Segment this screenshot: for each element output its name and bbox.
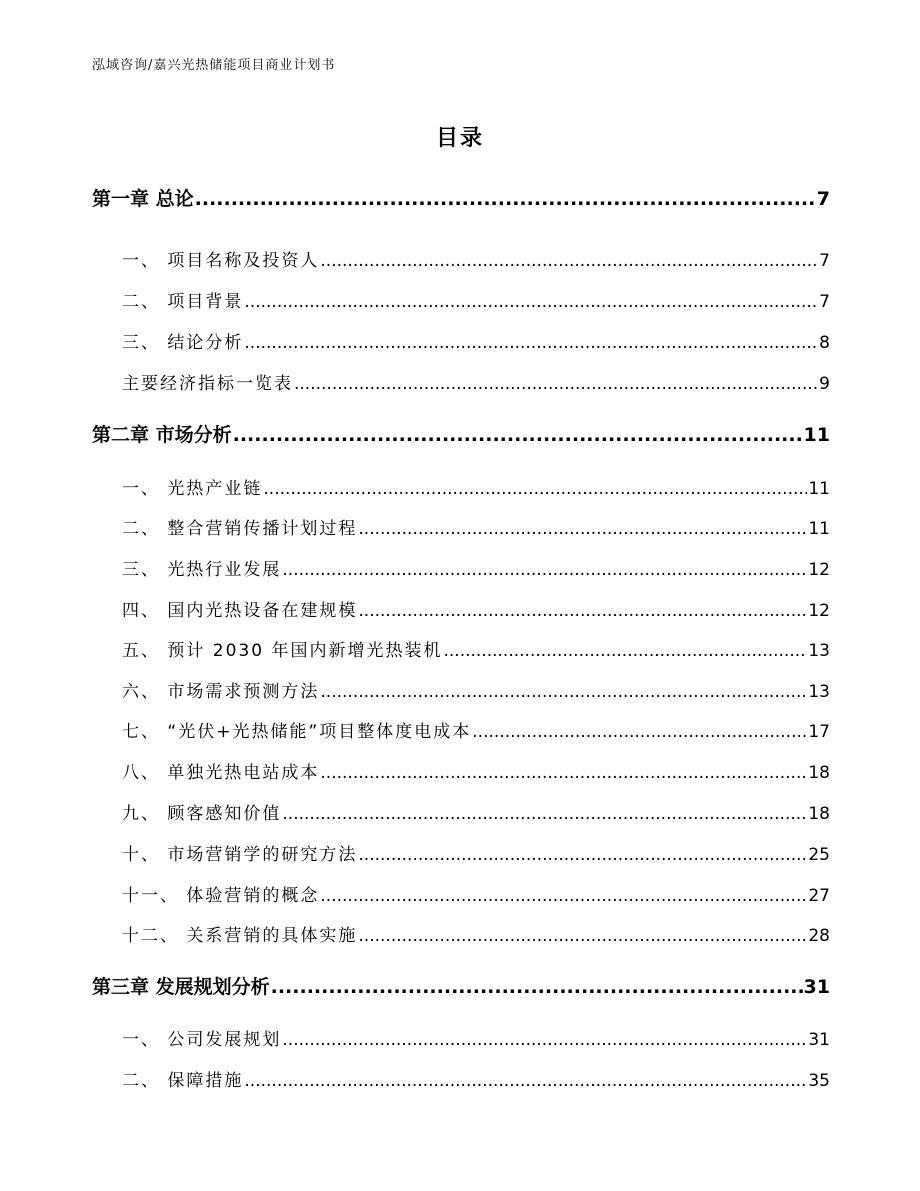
toc-entry-label: 第一章 总论	[92, 188, 194, 210]
dot-leader	[271, 976, 803, 998]
toc-entry-label: 六、 市场需求预测方法	[122, 682, 320, 702]
toc-entry-page: 35	[808, 1071, 830, 1091]
toc-entry[interactable]	[92, 474, 830, 499]
dot-leader	[320, 763, 807, 783]
toc-entry-page: 7	[816, 188, 830, 210]
toc-entry-label: 主要经济指标一览表	[122, 374, 293, 394]
toc-entry-page: 11	[808, 519, 830, 539]
toc-entry-page: 27	[808, 886, 830, 906]
toc-entry[interactable]	[92, 717, 830, 742]
toc-entry-label: 十二、 关系营销的具体实施	[122, 926, 358, 946]
dot-leader	[233, 424, 803, 446]
toc-entry-label: 八、 单独光热电站成本	[122, 763, 320, 783]
toc-entry[interactable]	[92, 420, 830, 447]
dot-leader	[443, 641, 807, 661]
toc-entry-page: 18	[808, 763, 830, 783]
dot-leader	[244, 1071, 807, 1091]
dot-leader	[282, 1030, 807, 1050]
toc-entry[interactable]	[92, 972, 830, 999]
toc-entry-label: 一、 项目名称及投资人	[122, 251, 320, 271]
toc-entry-label: 四、 国内光热设备在建规模	[122, 601, 358, 621]
dot-leader	[320, 251, 818, 271]
toc-entry-label: 十、 市场营销学的研究方法	[122, 845, 358, 865]
toc-entry-label: 五、 预计 2030 年国内新增光热装机	[122, 641, 443, 661]
toc-entry-page: 18	[808, 804, 830, 824]
toc-entry[interactable]	[92, 246, 830, 271]
toc-entry[interactable]	[92, 555, 830, 580]
toc-entry[interactable]	[92, 881, 830, 906]
toc-entry[interactable]	[92, 514, 830, 539]
toc-entry-label: 三、 结论分析	[122, 333, 244, 353]
toc-entry[interactable]	[92, 758, 830, 783]
toc-entry[interactable]	[92, 369, 830, 394]
toc-entry[interactable]	[92, 677, 830, 702]
toc-entry[interactable]	[92, 921, 830, 946]
toc-entry[interactable]	[92, 636, 830, 661]
toc-entry-label: 一、 公司发展规划	[122, 1030, 282, 1050]
toc-entry[interactable]	[92, 799, 830, 824]
toc-entry-page: 11	[803, 424, 830, 446]
dot-leader	[282, 804, 807, 824]
toc-entry-page: 7	[819, 292, 830, 312]
dot-leader	[263, 479, 807, 499]
dot-leader	[282, 560, 807, 580]
dot-leader	[358, 845, 807, 865]
toc-entry-page: 31	[803, 976, 830, 998]
toc-entry-page: 12	[808, 601, 830, 621]
toc-entry-page: 7	[819, 251, 830, 271]
toc-entry-page: 9	[819, 374, 830, 394]
dot-leader	[294, 374, 818, 394]
toc-entry-page: 13	[808, 641, 830, 661]
toc-entry-page: 28	[808, 926, 830, 946]
dot-leader	[244, 333, 818, 353]
toc-entry-label: 十一、 体验营销的概念	[122, 886, 320, 906]
toc-entry-label: 一、 光热产业链	[122, 479, 263, 499]
toc-entry-label: 三、 光热行业发展	[122, 560, 282, 580]
dot-leader	[195, 188, 816, 210]
toc-entry[interactable]	[92, 596, 830, 621]
dot-leader	[472, 722, 807, 742]
toc-entry-label: 第二章 市场分析	[92, 424, 232, 446]
toc-entry-page: 25	[808, 845, 830, 865]
running-header: 泓域咨询/嘉兴光热储能项目商业计划书	[92, 58, 336, 73]
toc-entry-page: 31	[808, 1030, 830, 1050]
toc-entry-page: 13	[808, 682, 830, 702]
toc-title: 目录	[435, 126, 484, 151]
toc-entry[interactable]	[92, 840, 830, 865]
dot-leader	[320, 886, 807, 906]
dot-leader	[320, 682, 807, 702]
toc-entry[interactable]	[92, 1025, 830, 1050]
toc-entry[interactable]	[92, 184, 830, 211]
toc-entry[interactable]	[92, 328, 830, 353]
toc-entry-label: 第三章 发展规划分析	[92, 976, 270, 998]
toc-entry[interactable]	[92, 1066, 830, 1091]
dot-leader	[244, 292, 818, 312]
toc-entry-label: 二、 整合营销传播计划过程	[122, 519, 358, 539]
toc-entry-label: 七、 “光伏+光热储能”项目整体度电成本	[122, 722, 472, 742]
dot-leader	[358, 601, 807, 621]
dot-leader	[358, 926, 807, 946]
toc-entry-label: 二、 项目背景	[122, 292, 244, 312]
dot-leader	[358, 519, 807, 539]
toc-entry-page: 17	[808, 722, 830, 742]
toc-entry[interactable]	[92, 287, 830, 312]
toc-entry-page: 8	[819, 333, 830, 353]
toc-entry-label: 九、 顾客感知价值	[122, 804, 282, 824]
toc-entry-page: 11	[808, 479, 830, 499]
toc-entry-page: 12	[808, 560, 830, 580]
toc-entry-label: 二、 保障措施	[122, 1071, 244, 1091]
